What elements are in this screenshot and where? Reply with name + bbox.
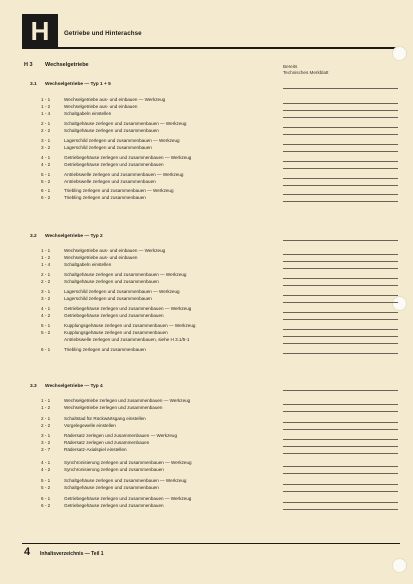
toc-entry-text: Triebling zerlegen und zusammenbauen — Werkzeug [64, 188, 174, 193]
toc-entry-text: Schaltgabeln einstellen [64, 262, 112, 267]
toc-entry-number: 6 - 1 [41, 188, 51, 193]
toc-entry-number: 4 - 1 [41, 306, 51, 311]
toc-entry-number: 2 - 1 [41, 272, 51, 277]
toc-entry [0, 423, 413, 430]
toc-entry-text: Getriebegehäuse zerlegen und zusammenbauen [64, 313, 164, 318]
column-note-line-2: Technisches Merkblatt [283, 70, 329, 76]
subsection-number: 3.2 [30, 234, 37, 239]
toc-entry [0, 262, 413, 269]
toc-entry-number: 1 - 4 [41, 111, 51, 116]
note-line [283, 343, 398, 344]
note-line [283, 185, 398, 186]
toc-entry-text: Getriebegehäuse zerlegen und zusammenbauen — Werkzeug [64, 496, 192, 501]
note-line [283, 353, 398, 354]
toc-entry-number: 3 - 1 [41, 433, 51, 438]
toc-entry-number: 5 - 1 [41, 323, 51, 328]
toc-entry-text: Antriebswelle zerlegen und zusammenbauen, siehe H 3.1/5-1 [64, 337, 190, 342]
toc-entry-number: 2 - 1 [41, 416, 51, 421]
column-note [283, 64, 328, 76]
toc-entry-text: Lagerschild zerlegen und zusammenbauen [64, 296, 152, 301]
toc-entry [0, 195, 413, 202]
toc-entry [0, 272, 413, 279]
toc-entry [0, 155, 413, 162]
toc-entry-text: Kupplungsgehäuse zerlegen und zusammenbauen [64, 330, 168, 335]
toc-entry-number: 2 - 2 [41, 128, 51, 133]
note-line [283, 268, 398, 269]
footer-rule [22, 543, 400, 544]
toc-entry-text: Wechselgetriebe aus- und einbauen — Werkzeug [64, 97, 166, 102]
toc-entry-text: Rädersatz zerlegen und zusammenbauen — Werkzeug [64, 433, 178, 438]
toc-entry-text: Getriebegehäuse zerlegen und zusammenbauen — Werkzeug [64, 155, 192, 160]
subsection-heading [0, 82, 413, 92]
toc-entry-number: 5 - 1 [41, 172, 51, 177]
note-line [283, 302, 398, 303]
chapter-letter: H [30, 16, 50, 46]
toc-entry [0, 279, 413, 286]
toc-entry-text: Antriebswelle zerlegen und zusammenbauen — Werkzeug [64, 172, 184, 177]
toc-entry [0, 162, 413, 169]
note-line [283, 134, 398, 135]
toc-entry-text: Lagerschild zerlegen und zusammenbauen — Werkzeug [64, 138, 180, 143]
toc-entry [0, 313, 413, 320]
note-line [283, 509, 398, 510]
toc-entry-text: Schaltgehäuse zerlegen und zusammenbauen [64, 279, 159, 284]
toc-entry-text: Wechselgetriebe zerlegen und zusammenbauen — Werkzeug [64, 398, 191, 403]
page-number: 4 [24, 546, 31, 558]
toc-entry-text: Schaltstad für Rückwärtsgang einstellen [64, 416, 146, 421]
toc-entry-number: 4 - 1 [41, 155, 51, 160]
toc-entry [0, 496, 413, 503]
note-line [283, 201, 398, 202]
toc-entry-text: Schaltgehäuse zerlegen und zusammenbauen — Werkzeug [64, 272, 187, 277]
note-line [283, 491, 398, 492]
toc-entry-number: 1 - 2 [41, 255, 51, 260]
toc-entry [0, 145, 413, 152]
toc-entry [0, 172, 413, 179]
note-line [283, 240, 398, 241]
toc-entry [0, 289, 413, 296]
toc-entry-text: Schaltgabeln einstellen [64, 111, 112, 116]
note-line [283, 411, 398, 412]
toc-entry [0, 179, 413, 186]
note-line [283, 285, 398, 286]
subsection-number: 3.3 [30, 384, 37, 389]
toc-entry-text: Lagerschild zerlegen und zusammenbauen — Werkzeug [64, 289, 180, 294]
toc-entry-text: Wechselgetriebe aus- und einbauen [64, 255, 138, 260]
toc-entry-text: Triebling zerlegen und zusammenbauen [64, 347, 146, 352]
note-line [283, 117, 398, 118]
toc-entry-number: 6 - 1 [41, 496, 51, 501]
toc-entry [0, 111, 413, 118]
toc-entry-number: 2 - 1 [41, 121, 51, 126]
toc-entry-number: 1 - 2 [41, 405, 51, 410]
toc-entry-text: Getriebegehäuse zerlegen und zusammenbauen — Werkzeug [64, 306, 192, 311]
toc-entry-text: Getriebegehäuse zerlegen und zusammenbauen [64, 503, 164, 508]
toc-entry-text: Schaltgehäuse zerlegen und zusammenbauen [64, 485, 159, 490]
toc-entry-text: Synchronisierung zerlegen und zusammenbauen [64, 467, 164, 472]
footer-text: Inhaltsverzeichnis — Teil 1 [40, 551, 104, 557]
toc-entry-text: Lagerschild zerlegen und zusammenbauen [64, 145, 152, 150]
toc-entry-text: Wechselgetriebe aus- und einbauen — Werkzeug [64, 248, 166, 253]
toc-entry [0, 460, 413, 467]
toc-entry-text: Schaltgehäuse zerlegen und zusammenbauen [64, 128, 159, 133]
punch-hole-bottom [392, 558, 407, 573]
note-line [283, 390, 398, 391]
toc-entry-text: Synchronisierung zerlegen und zusammenbauen — Werkzeug [64, 460, 192, 465]
toc-entry [0, 478, 413, 485]
toc-entry [0, 416, 413, 423]
toc-entry [0, 330, 413, 337]
toc-entry [0, 433, 413, 440]
toc-entry-text: Schaltgehäuse zerlegen und zusammenbauen — Werkzeug [64, 121, 187, 126]
toc-entry-number: 5 - 1 [41, 478, 51, 483]
toc-entry [0, 337, 413, 344]
toc-entry-number: 1 - 4 [41, 262, 51, 267]
toc-entry-text: Antriebswelle zerlegen und zusammenbauen [64, 179, 156, 184]
subsection-title: Wechselgetriebe — Typ 1 + 5 [45, 82, 111, 87]
toc-entry-number: 2 - 2 [41, 423, 51, 428]
toc-entry-number: 5 - 2 [41, 179, 51, 184]
subsection-heading [0, 234, 413, 244]
subsection-title: Wechselgetriebe — Typ 4 [45, 384, 103, 389]
toc-entry-number: 1 - 1 [41, 248, 51, 253]
toc-entry-number: 3 - 2 [41, 440, 51, 445]
toc-entry-number: 4 - 2 [41, 162, 51, 167]
section-heading [0, 62, 413, 74]
chapter-letter-box [22, 14, 58, 48]
toc-entry [0, 104, 413, 111]
toc-entry-text: Kupplungsgehäuse zerlegen und zusammenbauen — Werkzeug [64, 323, 196, 328]
toc-entry-number: 4 - 2 [41, 467, 51, 472]
toc-entry-text: Wechselgetriebe zerlegen und zusammenbauen [64, 405, 163, 410]
toc-entry-number: 1 - 1 [41, 97, 51, 102]
toc-entry-text: Rädersatz-Axialspiel einstellen [64, 447, 127, 452]
toc-entry-number: 1 - 2 [41, 104, 51, 109]
toc-entry-number: 3 - 1 [41, 138, 51, 143]
toc-entry [0, 467, 413, 474]
toc-entry [0, 447, 413, 454]
toc-entry-text: Vorgelegewelle einstellen [64, 423, 116, 428]
toc-entry-number: 1 - 1 [41, 398, 51, 403]
toc-entry [0, 503, 413, 510]
toc-entry-number: 5 - 2 [41, 330, 51, 335]
toc-entry-number: 6 - 1 [41, 347, 51, 352]
note-line [283, 429, 398, 430]
subsection-number: 3.1 [30, 82, 37, 87]
note-line [283, 473, 398, 474]
toc-entry [0, 306, 413, 313]
toc-entry-number: 6 - 2 [41, 503, 51, 508]
toc-entry-number: 3 - 1 [41, 289, 51, 294]
subsection-title: Wechselgetriebe — Typ 2 [45, 234, 103, 239]
toc-entry [0, 347, 413, 354]
note-line [283, 319, 398, 320]
toc-entry-text: Triebling zerlegen und zusammenbauen [64, 195, 146, 200]
toc-entry [0, 128, 413, 135]
toc-entry [0, 188, 413, 195]
toc-entry [0, 248, 413, 255]
toc-entry-number: 5 - 2 [41, 485, 51, 490]
note-line [283, 168, 398, 169]
toc-entry-text: Rädersatz zerlegen und zusammenbauen [64, 440, 150, 445]
section-number: H 3 [24, 62, 33, 68]
note-line [283, 453, 398, 454]
toc-entry [0, 255, 413, 262]
toc-entry-number: 3 - 7 [41, 447, 51, 452]
toc-entry-text: Getriebegehäuse zerlegen und zusammenbauen [64, 162, 164, 167]
toc-entry-number: 4 - 1 [41, 460, 51, 465]
subsection-heading [0, 384, 413, 394]
toc-entry [0, 485, 413, 492]
toc-entry-number: 3 - 2 [41, 296, 51, 301]
header-rule [22, 47, 400, 49]
toc-entry [0, 97, 413, 104]
punch-hole-top [392, 46, 407, 61]
chapter-title: Getriebe und Hinterachse [64, 30, 142, 37]
note-line [283, 88, 398, 89]
toc-entry [0, 296, 413, 303]
toc-entry [0, 405, 413, 412]
toc-entry-number: 4 - 2 [41, 313, 51, 318]
toc-entry [0, 323, 413, 330]
column-note-line-1: Bereits [283, 64, 298, 69]
toc-entry-number: 2 - 2 [41, 279, 51, 284]
toc-entry-text: Schaltgehäuse zerlegen und zusammenbauen — Werkzeug [64, 478, 187, 483]
toc-entry [0, 398, 413, 405]
section-title: Wechselgetriebe [45, 62, 89, 68]
toc-entry-number: 3 - 2 [41, 145, 51, 150]
toc-entry [0, 440, 413, 447]
note-line [283, 151, 398, 152]
toc-entry [0, 138, 413, 145]
toc-entry-text: Wechselgetriebe aus- und einbauen [64, 104, 138, 109]
toc-entry-number: 6 - 2 [41, 195, 51, 200]
toc-entry [0, 121, 413, 128]
